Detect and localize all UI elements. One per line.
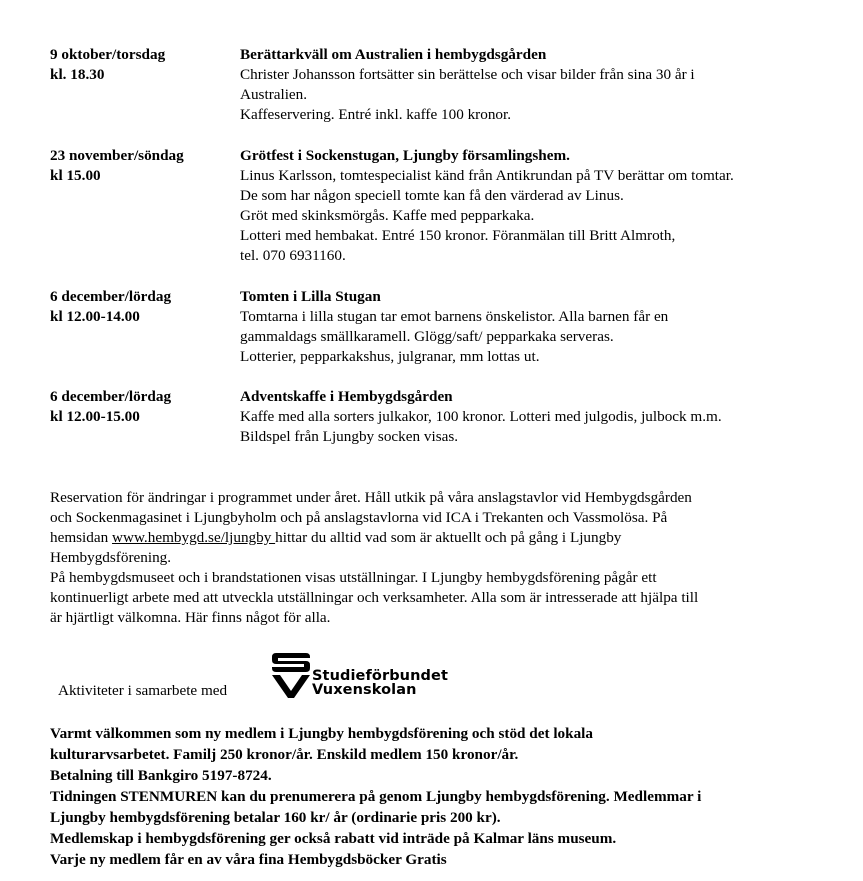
event-text-line: Tomtarna i lilla stugan tar emot barnens önskelistor. Alla barnen får en	[240, 308, 669, 325]
event-title: Tomten i Lilla Stugan	[240, 288, 381, 305]
info-text: hemsidan	[50, 529, 113, 546]
event-date: 9 oktober/torsdag	[50, 46, 166, 63]
event-text-line: Australien.	[240, 86, 308, 103]
logo-text	[312, 669, 448, 697]
event-text-line: Kaffeservering. Entré inkl. kaffe 100 kronor.	[240, 106, 512, 123]
event-text-line: Kaffe med alla sorters julkakor, 100 kronor. Lotteri med julgodis, julbock m.m.	[240, 408, 722, 425]
event-datetime	[50, 45, 235, 85]
event-text-line: Lotteri med hembakat. Entré 150 kronor. Föranmälan till Britt Almroth,	[240, 227, 676, 244]
membership-line: Tidningen STENMUREN kan du prenumerera på genom Ljungby hembygdsförening. Medlemmar i	[50, 788, 702, 805]
event-details	[240, 146, 830, 266]
sv-logo-icon	[270, 650, 312, 700]
info-line	[50, 528, 820, 548]
membership-line: kulturarvsarbetet. Familj 250 kronor/år. Enskild medlem 150 kronor/år.	[50, 746, 519, 763]
event-datetime	[50, 387, 235, 427]
membership-line: Varje ny medlem får en av våra fina Hembygdsböcker Gratis	[50, 851, 447, 868]
info-line: kontinuerligt arbete med att utveckla utställningar och verksamheter. Alla som är intresserade att hjälpa till	[50, 589, 699, 606]
event-details	[240, 287, 830, 367]
event-title: Adventskaffe i Hembygdsgården	[240, 388, 453, 405]
event-text-line: De som har någon speciell tomte kan få den värderad av Linus.	[240, 187, 624, 204]
event-date: 6 december/lördag	[50, 388, 172, 405]
info-line: På hembygdsmuseet och i brandstationen visas utställningar. I Ljungby hembygdsförening pågår ett	[50, 569, 657, 586]
event-date: 23 november/söndag	[50, 147, 184, 164]
info-text: hittar du alltid vad som är aktuellt och på gång i Ljungby	[275, 529, 622, 546]
event-details	[240, 387, 830, 447]
event-datetime	[50, 146, 235, 186]
event-text-line: Christer Johansson fortsätter sin berättelse och visar bilder från sina 30 år i	[240, 66, 695, 83]
event-time: kl 12.00-14.00	[50, 308, 140, 325]
event-text-line: gammaldags smällkaramell. Glögg/saft/ pepparkaka serveras.	[240, 328, 614, 345]
event-date: 6 december/lördag	[50, 288, 172, 305]
studieforbundet-vuxenskolan-logo	[270, 650, 510, 700]
collaboration-label: Aktiviteter i samarbete med	[58, 682, 228, 699]
event-title: Grötfest i Sockenstugan, Ljungby församlingshem.	[240, 147, 570, 164]
website-link[interactable]: www.hembygd.se/ljungby	[112, 529, 276, 546]
event-details	[240, 45, 830, 125]
event-text-line: tel. 070 6931160.	[240, 247, 346, 264]
membership-line: Ljungby hembygdsförening betalar 160 kr/ år (ordinarie pris 200 kr).	[50, 809, 501, 826]
event-text-line: Bildspel från Ljungby socken visas.	[240, 428, 459, 445]
membership-line: Medlemskap i hembygdsförening ger också rabatt vid inträde på Kalmar läns museum.	[50, 830, 617, 847]
event-time: kl 15.00	[50, 167, 101, 184]
membership-info	[50, 723, 840, 870]
logo-line: Studieförbundet	[312, 668, 448, 684]
logo-line: Vuxenskolan	[312, 682, 417, 698]
info-line: och Sockenmagasinet i Ljungbyholm och på anslagstavlorna vid ICA i Trekanten och Vassmolösa. På	[50, 509, 668, 526]
info-line: Reservation för ändringar i programmet under året. Håll utkik på våra anslagstavlor vid Hembygdsgården	[50, 489, 692, 506]
membership-line: Betalning till Bankgiro 5197-8724.	[50, 767, 272, 784]
info-line: Hembygdsförening.	[50, 549, 172, 566]
event-datetime	[50, 287, 235, 327]
event-title: Berättarkväll om Australien i hembygdsgården	[240, 46, 547, 63]
event-text-line: Linus Karlsson, tomtespecialist känd från Antikrundan på TV berättar om tomtar.	[240, 167, 734, 184]
event-time: kl 12.00-15.00	[50, 408, 140, 425]
info-paragraph	[50, 488, 820, 628]
event-text-line: Lotterier, pepparkakshus, julgranar, mm lottas ut.	[240, 348, 540, 365]
event-time: kl. 18.30	[50, 66, 105, 83]
membership-line: Varmt välkommen som ny medlem i Ljungby hembygdsförening och stöd det lokala	[50, 725, 593, 742]
info-line: är hjärtligt välkomna. Här finns något för alla.	[50, 609, 331, 626]
event-text-line: Gröt med skinksmörgås. Kaffe med pepparkaka.	[240, 207, 535, 224]
